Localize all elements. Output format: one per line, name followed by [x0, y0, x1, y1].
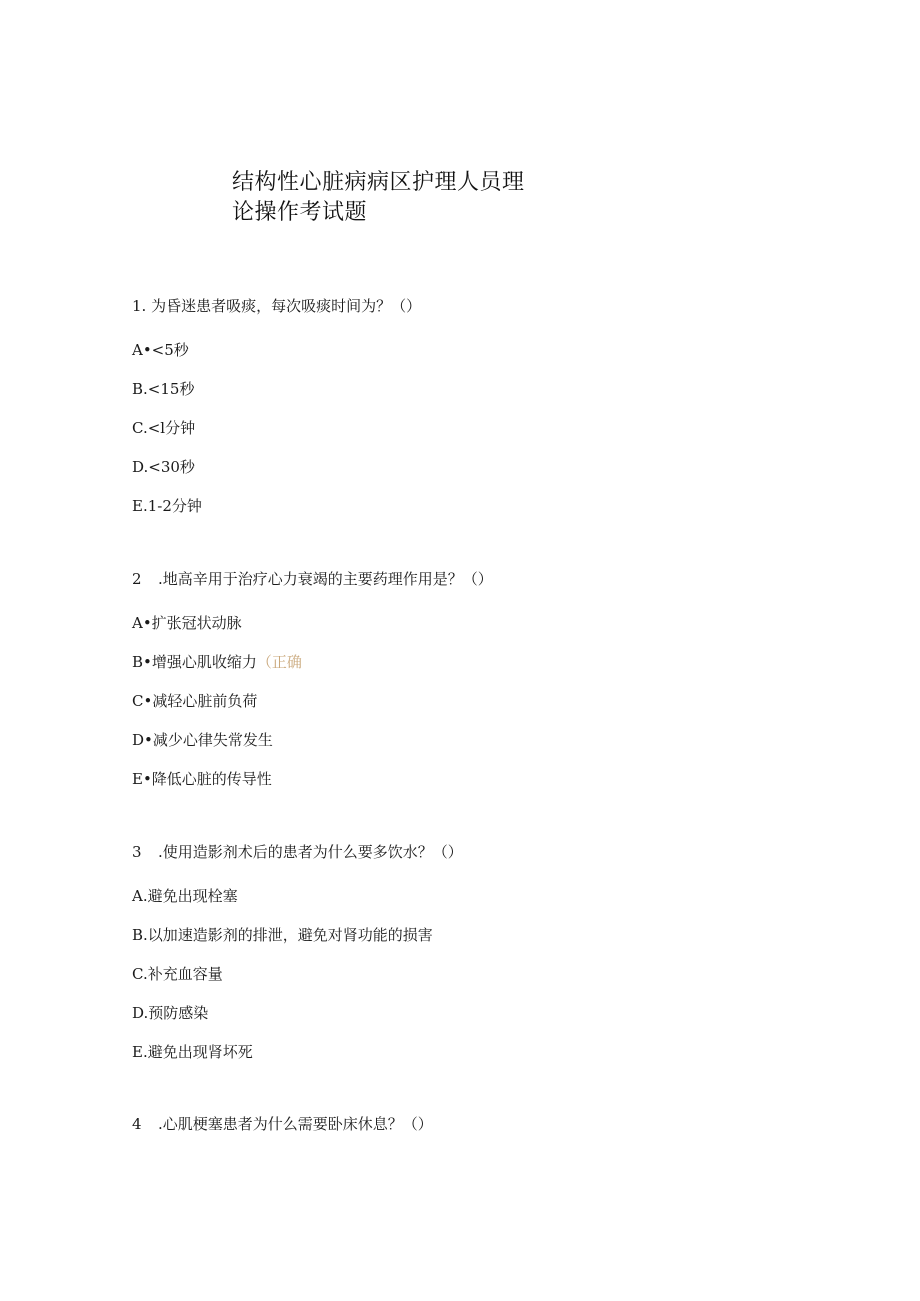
option-e: E.避免出现肾坏死: [132, 1043, 253, 1061]
question-4: [132, 1114, 832, 1134]
correct-annotation: （正确: [256, 653, 302, 671]
question-stem: [132, 569, 832, 589]
question-3: [132, 842, 832, 1061]
option-c: C.补充血容量: [132, 965, 223, 983]
question-text: .心肌梗塞患者为什么需要卧床休息？（）: [158, 1115, 433, 1133]
option-a: A•扩张冠状动脉: [132, 614, 242, 632]
option-e: E.1-2分钟: [132, 497, 202, 515]
exam-title: [232, 168, 572, 228]
option-b-row: [132, 652, 302, 672]
option-c: C•减轻心脏前负荷: [132, 692, 258, 710]
option-c: C.<l分钟: [132, 419, 196, 437]
option-d: D.预防感染: [132, 1004, 209, 1022]
option-e: E•降低心脏的传导性: [132, 770, 272, 788]
question-number: 1.: [132, 297, 147, 315]
option-b: B.<15秒: [132, 380, 195, 398]
question-stem: [132, 296, 832, 316]
question-text: 为昏迷患者吸痰，每次吸痰时间为？（）: [151, 297, 422, 315]
question-stem: [132, 842, 832, 862]
question-stem: [132, 1114, 832, 1134]
option-b: B•增强心肌收缩力: [132, 653, 257, 671]
title-line-1: 结构性心脏病病区护理人员理: [232, 170, 525, 195]
question-number: 4: [132, 1115, 142, 1133]
question-text: .地高辛用于治疗心力衰竭的主要药理作用是？（）: [158, 570, 493, 588]
question-1: [132, 296, 832, 515]
option-b: B.以加速造影剂的排泄，避免对肾功能的损害: [132, 926, 433, 944]
option-a: A.避免出现栓塞: [132, 887, 238, 905]
question-text: .使用造影剂术后的患者为什么要多饮水？（）: [158, 843, 463, 861]
question-number: 3: [132, 843, 142, 861]
question-number: 2: [132, 570, 142, 588]
option-a: A•<5秒: [132, 341, 189, 359]
option-d: D•减少心律失常发生: [132, 731, 273, 749]
option-d: D.<30秒: [132, 458, 195, 476]
title-line-2: 论操作考试题: [232, 200, 368, 225]
question-2: [132, 569, 832, 788]
